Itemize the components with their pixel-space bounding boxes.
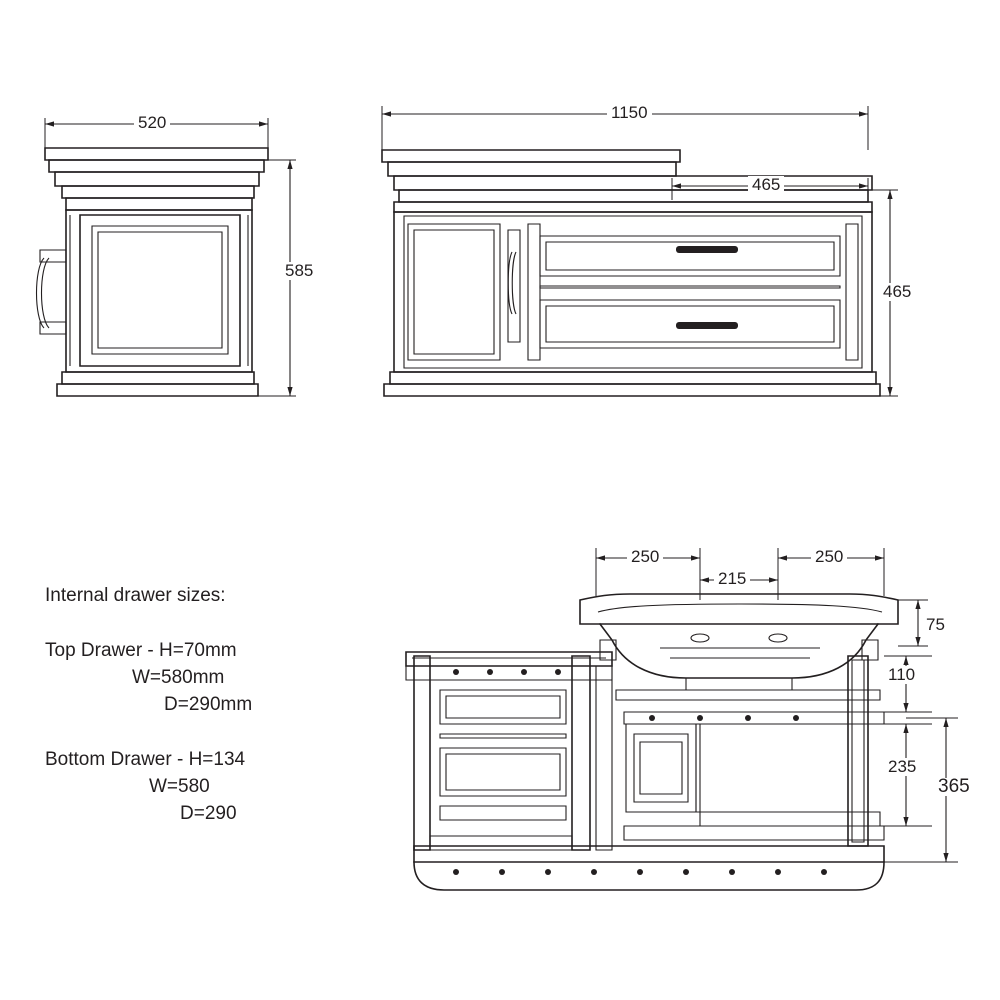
front-elevation-drawing [382,150,880,396]
dimension-label-overall-height: 365 [934,778,974,796]
note-top-drawer-height: Top Drawer - H=70mm [45,640,237,661]
dimension-label-basin-thickness: 75 [922,616,949,634]
note-bottom-drawer-depth: D=290 [180,803,237,824]
dimension-label-cabinet-height: 465 [879,283,915,301]
section-view-dimensions [596,548,958,862]
section-view-drawing [406,594,898,890]
dimension-label-basin-right: 250 [811,548,847,566]
side-elevation-drawing [37,148,269,396]
dimension-label-front-width: 1150 [607,104,652,122]
note-bottom-drawer-width: W=580 [149,776,210,797]
note-top-drawer-depth: D=290mm [164,694,253,715]
dimension-label-side-width: 520 [134,114,170,132]
dimension-label-cabinet-width: 465 [748,176,784,194]
dimension-label-basin-centre: 215 [714,570,750,588]
dimension-label-side-height: 585 [281,262,317,280]
note-top-drawer-width: W=580mm [132,667,225,688]
dimension-label-top-drawer-height: 110 [884,666,919,684]
dimension-label-basin-left: 250 [627,548,663,566]
note-bottom-drawer-height: Bottom Drawer - H=134 [45,749,246,770]
notes-heading: Internal drawer sizes: [45,585,226,606]
dimension-label-bottom-drawer-height: 235 [884,758,920,776]
